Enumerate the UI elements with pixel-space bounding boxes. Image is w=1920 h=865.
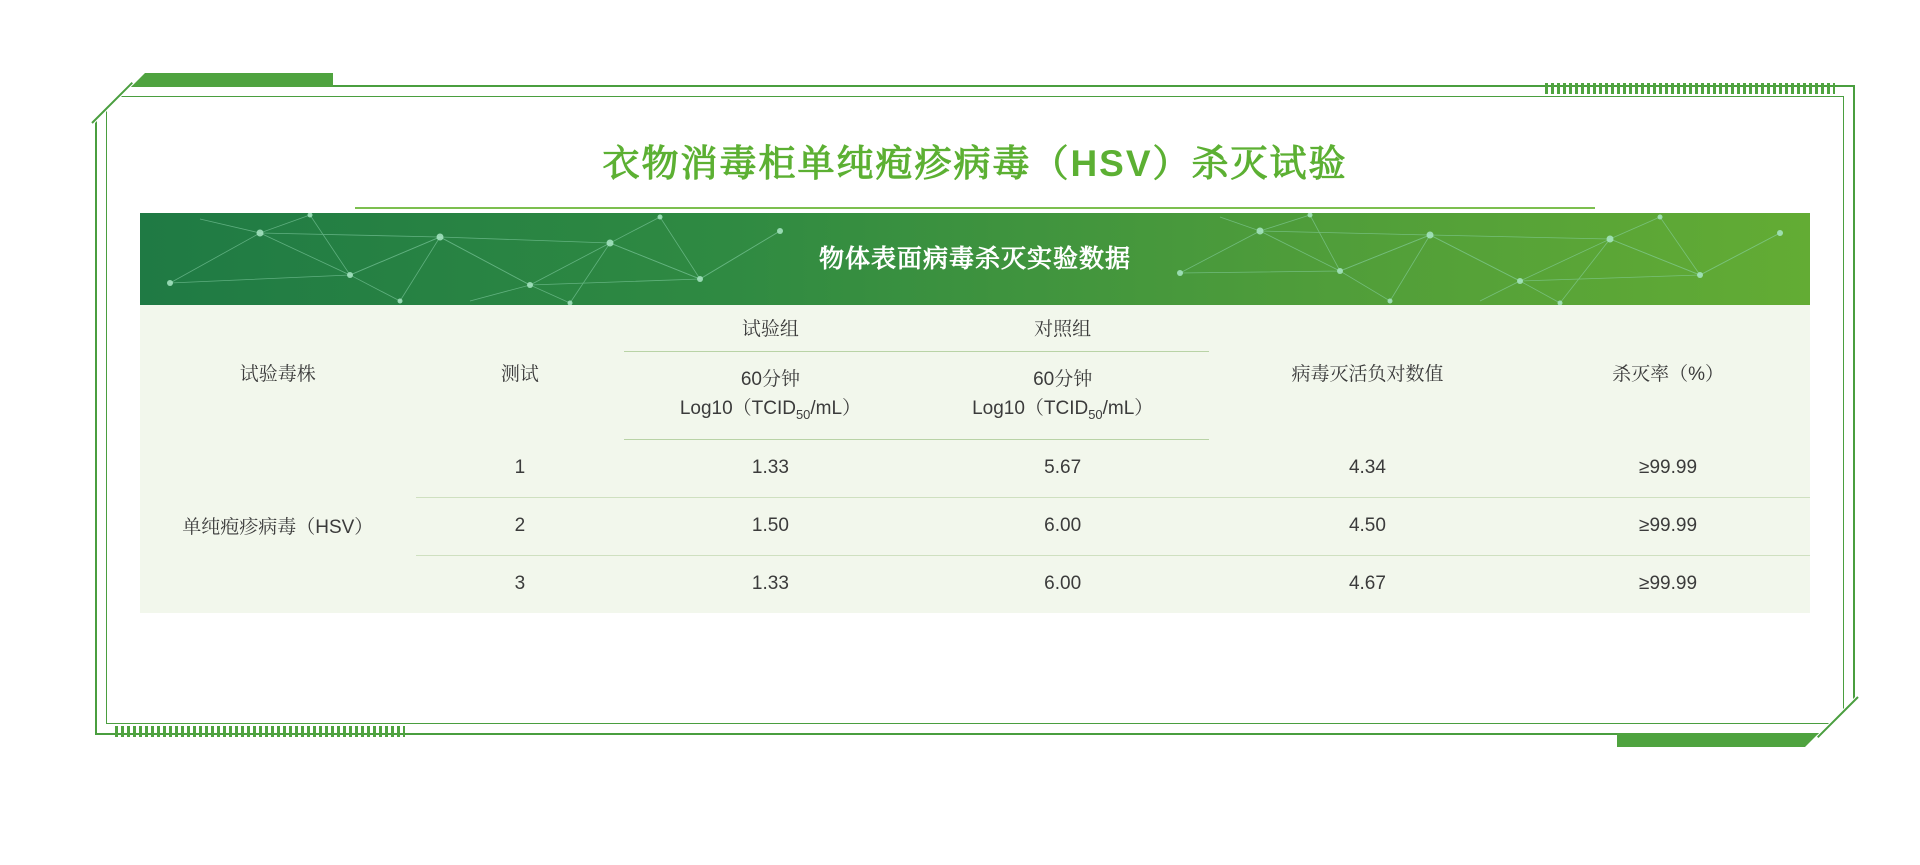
table-body-wrap [140, 305, 1810, 613]
cell-control: 5.67 [1044, 457, 1082, 478]
header-exp-detail [624, 351, 916, 439]
table-row [140, 439, 1810, 497]
header-log-reduction: 病毒灭活负对数值 [1291, 363, 1444, 385]
header-ctl-time: 60分钟 [1033, 368, 1093, 390]
accent-tab-top-left [131, 73, 333, 87]
header-ctl-detail [917, 351, 1209, 439]
header-ctl-unit-sub: 50 [1088, 407, 1103, 423]
cell-kill-rate: ≥99.99 [1526, 497, 1810, 555]
cell-test: 1 [514, 456, 526, 478]
header-exp-time: 60分钟 [740, 368, 800, 390]
cell-experiment: 1.33 [624, 555, 916, 613]
header-test: 测试 [500, 363, 539, 385]
header-strain: 试验毒株 [239, 363, 316, 385]
tick-strip-top-right [1545, 83, 1835, 94]
table-banner-title: 物体表面病毒杀灭实验数据 [818, 245, 1131, 273]
table-group-header-row [140, 305, 1810, 351]
header-kill-rate: 杀灭率（%） [1612, 363, 1724, 385]
cell-strain-label: 单纯疱疹病毒（HSV） [182, 517, 374, 539]
header-group-control: 对照组 [917, 305, 1209, 351]
page-title: 衣物消毒柜单纯疱疹病毒（HSV）杀灭试验 [602, 143, 1348, 184]
virus-kill-data-table [140, 305, 1810, 613]
cell-test: 3 [416, 555, 625, 613]
header-ctl-unit-prefix: Log10（TCID [972, 398, 1089, 420]
header-ctl-unit-suffix: /mL） [1102, 398, 1154, 420]
cell-experiment: 1.33 [751, 457, 789, 478]
table-banner [140, 213, 1810, 305]
cell-test: 2 [416, 497, 625, 555]
accent-tab-bottom-right [1617, 733, 1819, 747]
header-exp-unit-prefix: Log10（TCID [679, 398, 796, 420]
title-underline [355, 207, 1595, 209]
data-table-container [140, 213, 1810, 613]
cell-log-reduction: 4.67 [1209, 555, 1526, 613]
cell-kill-rate: ≥99.99 [1639, 456, 1698, 478]
cell-kill-rate: ≥99.99 [1526, 555, 1810, 613]
decorative-frame [95, 85, 1855, 735]
cell-control: 6.00 [917, 555, 1209, 613]
tick-strip-bottom-left [115, 726, 405, 737]
cell-experiment: 1.50 [624, 497, 916, 555]
header-exp-unit-suffix: /mL） [810, 398, 862, 420]
cell-log-reduction: 4.34 [1348, 456, 1386, 478]
header-group-experiment: 试验组 [624, 305, 916, 351]
title-block [95, 133, 1855, 209]
header-exp-unit-sub: 50 [795, 407, 811, 423]
cell-log-reduction: 4.50 [1209, 497, 1526, 555]
cell-control: 6.00 [917, 497, 1209, 555]
